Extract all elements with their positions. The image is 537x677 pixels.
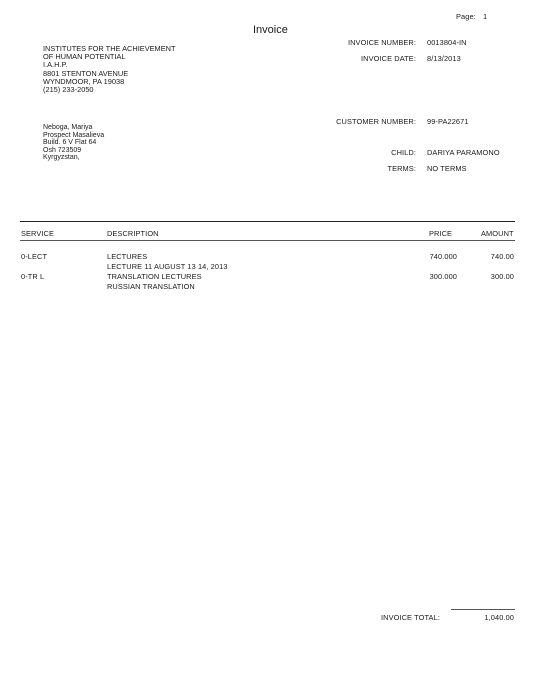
issuer-name-line2: OF HUMAN POTENTIAL (43, 52, 126, 62)
row-price: 740.000 (429, 252, 457, 261)
invoice-total-label: INVOICE TOTAL: (381, 613, 440, 622)
bill-to-address (43, 124, 104, 162)
row-service: 0-LECT (21, 252, 48, 261)
bill-to-line2: Prospect Masalieva (43, 131, 105, 139)
col-header-service: SERVICE (21, 229, 55, 238)
terms-value: NO TERMS (427, 164, 467, 173)
page-title: Invoice (253, 24, 288, 36)
bill-to-line4: Osh 723509 (43, 146, 82, 154)
col-header-description: DESCRIPTION (107, 229, 159, 238)
col-header-amount: AMOUNT (481, 229, 514, 238)
bill-to-line5: Kyrgyzstan, (43, 154, 80, 162)
bill-to-line3: Build. 6 V Flat 64 (43, 139, 97, 147)
col-header-price: PRICE (429, 229, 453, 238)
child-label: CHILD: (391, 148, 416, 157)
row-description: TRANSLATION LECTURES (107, 272, 202, 281)
bill-to-name: Neboga, Mariya (43, 124, 93, 131)
terms-label: TERMS: (387, 164, 416, 173)
row-price: 300.000 (429, 272, 457, 281)
page-number: 1 (483, 12, 488, 21)
invoice-date-label: INVOICE DATE: (361, 54, 416, 63)
row-service: 0-TR L (21, 272, 45, 281)
customer-number-label: CUSTOMER NUMBER: (336, 117, 416, 126)
invoice-date-value: 8/13/2013 (427, 54, 461, 63)
child-value: DARIYA PARAMONO (427, 148, 500, 157)
customer-number-value: 99-PA22671 (427, 117, 469, 126)
issuer-address (43, 45, 176, 94)
issuer-city: WYNDMOOR, PA 19038 (43, 76, 125, 86)
total-rule (451, 609, 515, 610)
page-label: Page: (456, 12, 476, 21)
invoice-number-label: INVOICE NUMBER: (347, 38, 416, 47)
invoice-number-value: 0013804-IN (427, 38, 467, 47)
row-amount: 300.00 (490, 272, 514, 281)
issuer-phone: (215) 233-2050 (43, 85, 94, 95)
invoice-total-value: 1,040.00 (484, 613, 514, 622)
issuer-abbrev: I.A.H.P. (43, 60, 68, 70)
row-description-detail: RUSSIAN TRANSLATION (107, 282, 195, 291)
issuer-name-line1: INSTITUTES FOR THE ACHIEVEMENT (43, 44, 176, 53)
row-description: LECTURES (107, 252, 148, 261)
table-header-rule (20, 240, 515, 241)
issuer-street: 8801 STENTON AVENUE (43, 68, 129, 78)
table-top-rule (20, 221, 515, 222)
row-amount: 740.00 (490, 252, 514, 261)
row-description-detail: LECTURE 11 AUGUST 13 14, 2013 (107, 262, 228, 271)
